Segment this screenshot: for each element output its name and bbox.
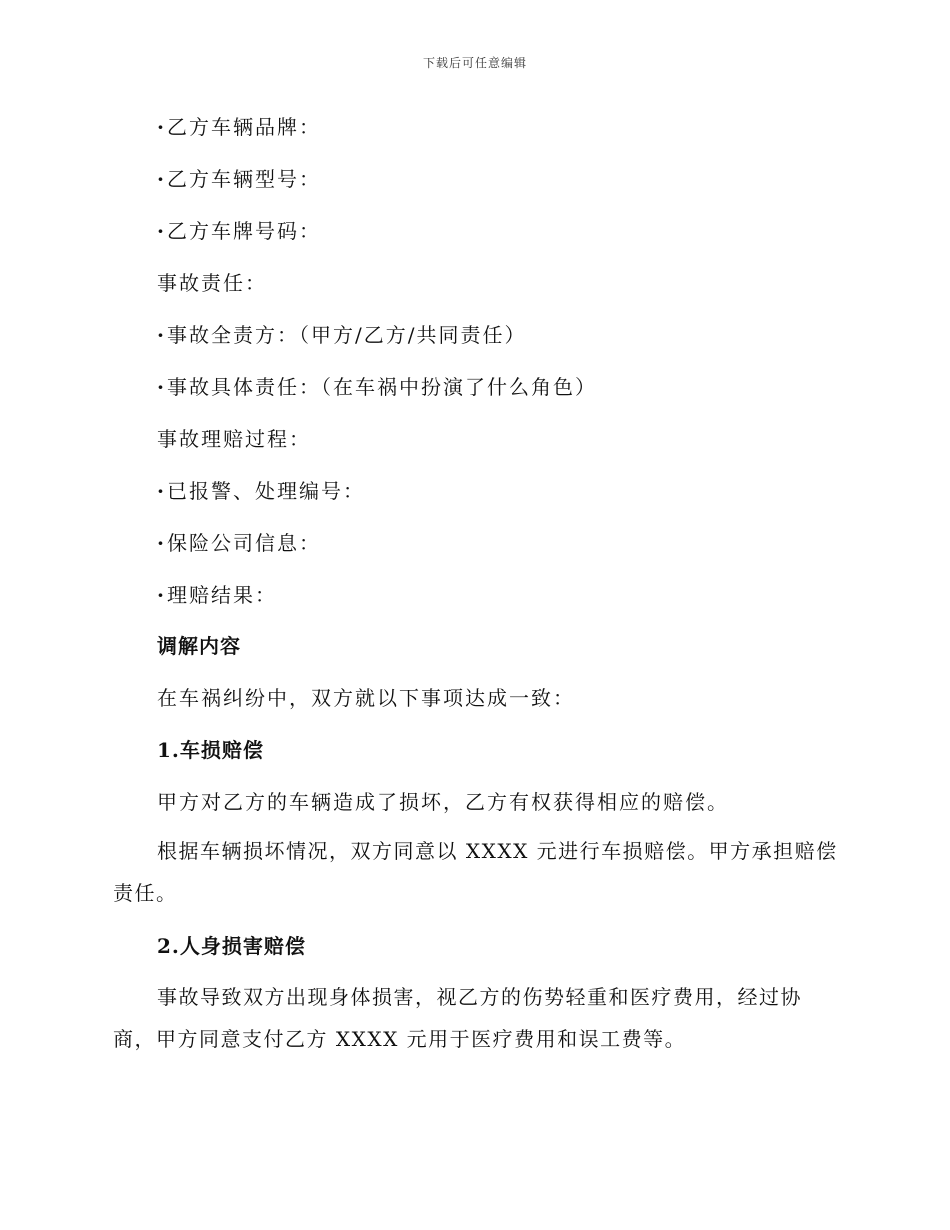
bullet-dot: ·: [157, 583, 166, 607]
liability-specific: [157, 374, 597, 400]
claims-title: 事故理赔过程：: [157, 427, 311, 451]
mediation-heading: 调解内容: [157, 634, 241, 658]
vehicle-b-model: [157, 166, 321, 192]
section2-paragraph-1: 事故导致双方出现身体损害，视乙方的伤势轻重和医疗费用，经过协商，甲方同意支付乙方 XXXX 元用于医疗费用和误工费等。: [113, 985, 802, 1051]
claims-insurer-label: 保险公司信息：: [167, 531, 321, 555]
section1-heading: 1.车损赔偿: [157, 738, 264, 762]
liability-specific-label: 事故具体责任：（在车祸中扮演了什么角色）: [167, 375, 597, 399]
claims-insurer: [157, 530, 321, 556]
section2-heading: 2.人身损害赔偿: [157, 934, 306, 958]
claims-police: [157, 478, 365, 504]
bullet-dot: ·: [157, 323, 166, 347]
vehicle-b-plate-label: 乙方车牌号码：: [167, 219, 321, 243]
section1-paragraph-1: 甲方对乙方的车辆造成了损坏，乙方有权获得相应的赔偿。: [157, 790, 729, 814]
bullet-dot: ·: [157, 167, 166, 191]
page-header: 下载后可任意编辑: [422, 56, 527, 70]
vehicle-b-plate: [157, 218, 321, 244]
vehicle-b-brand: [157, 114, 321, 140]
liability-title: 事故责任：: [157, 271, 267, 295]
claims-police-label: 已报警、处理编号：: [167, 479, 365, 503]
bullet-dot: ·: [157, 115, 166, 139]
bullet-dot: ·: [157, 531, 166, 555]
claims-result-label: 理赔结果：: [167, 583, 277, 607]
bullet-dot: ·: [157, 479, 166, 503]
vehicle-b-brand-label: 乙方车辆品牌：: [167, 115, 321, 139]
claims-result: [157, 582, 277, 608]
bullet-dot: ·: [157, 219, 166, 243]
bullet-dot: ·: [157, 375, 166, 399]
liability-full-label: 事故全责方：（甲方/乙方/共同责任）: [167, 323, 527, 347]
section1-paragraph-2: 根据车辆损坏情况，双方同意以 XXXX 元进行车损赔偿。甲方承担赔偿责任。: [113, 839, 838, 905]
vehicle-b-model-label: 乙方车辆型号：: [167, 167, 321, 191]
mediation-intro: 在车祸纠纷中，双方就以下事项达成一致：: [157, 686, 575, 710]
liability-full: [157, 322, 526, 348]
